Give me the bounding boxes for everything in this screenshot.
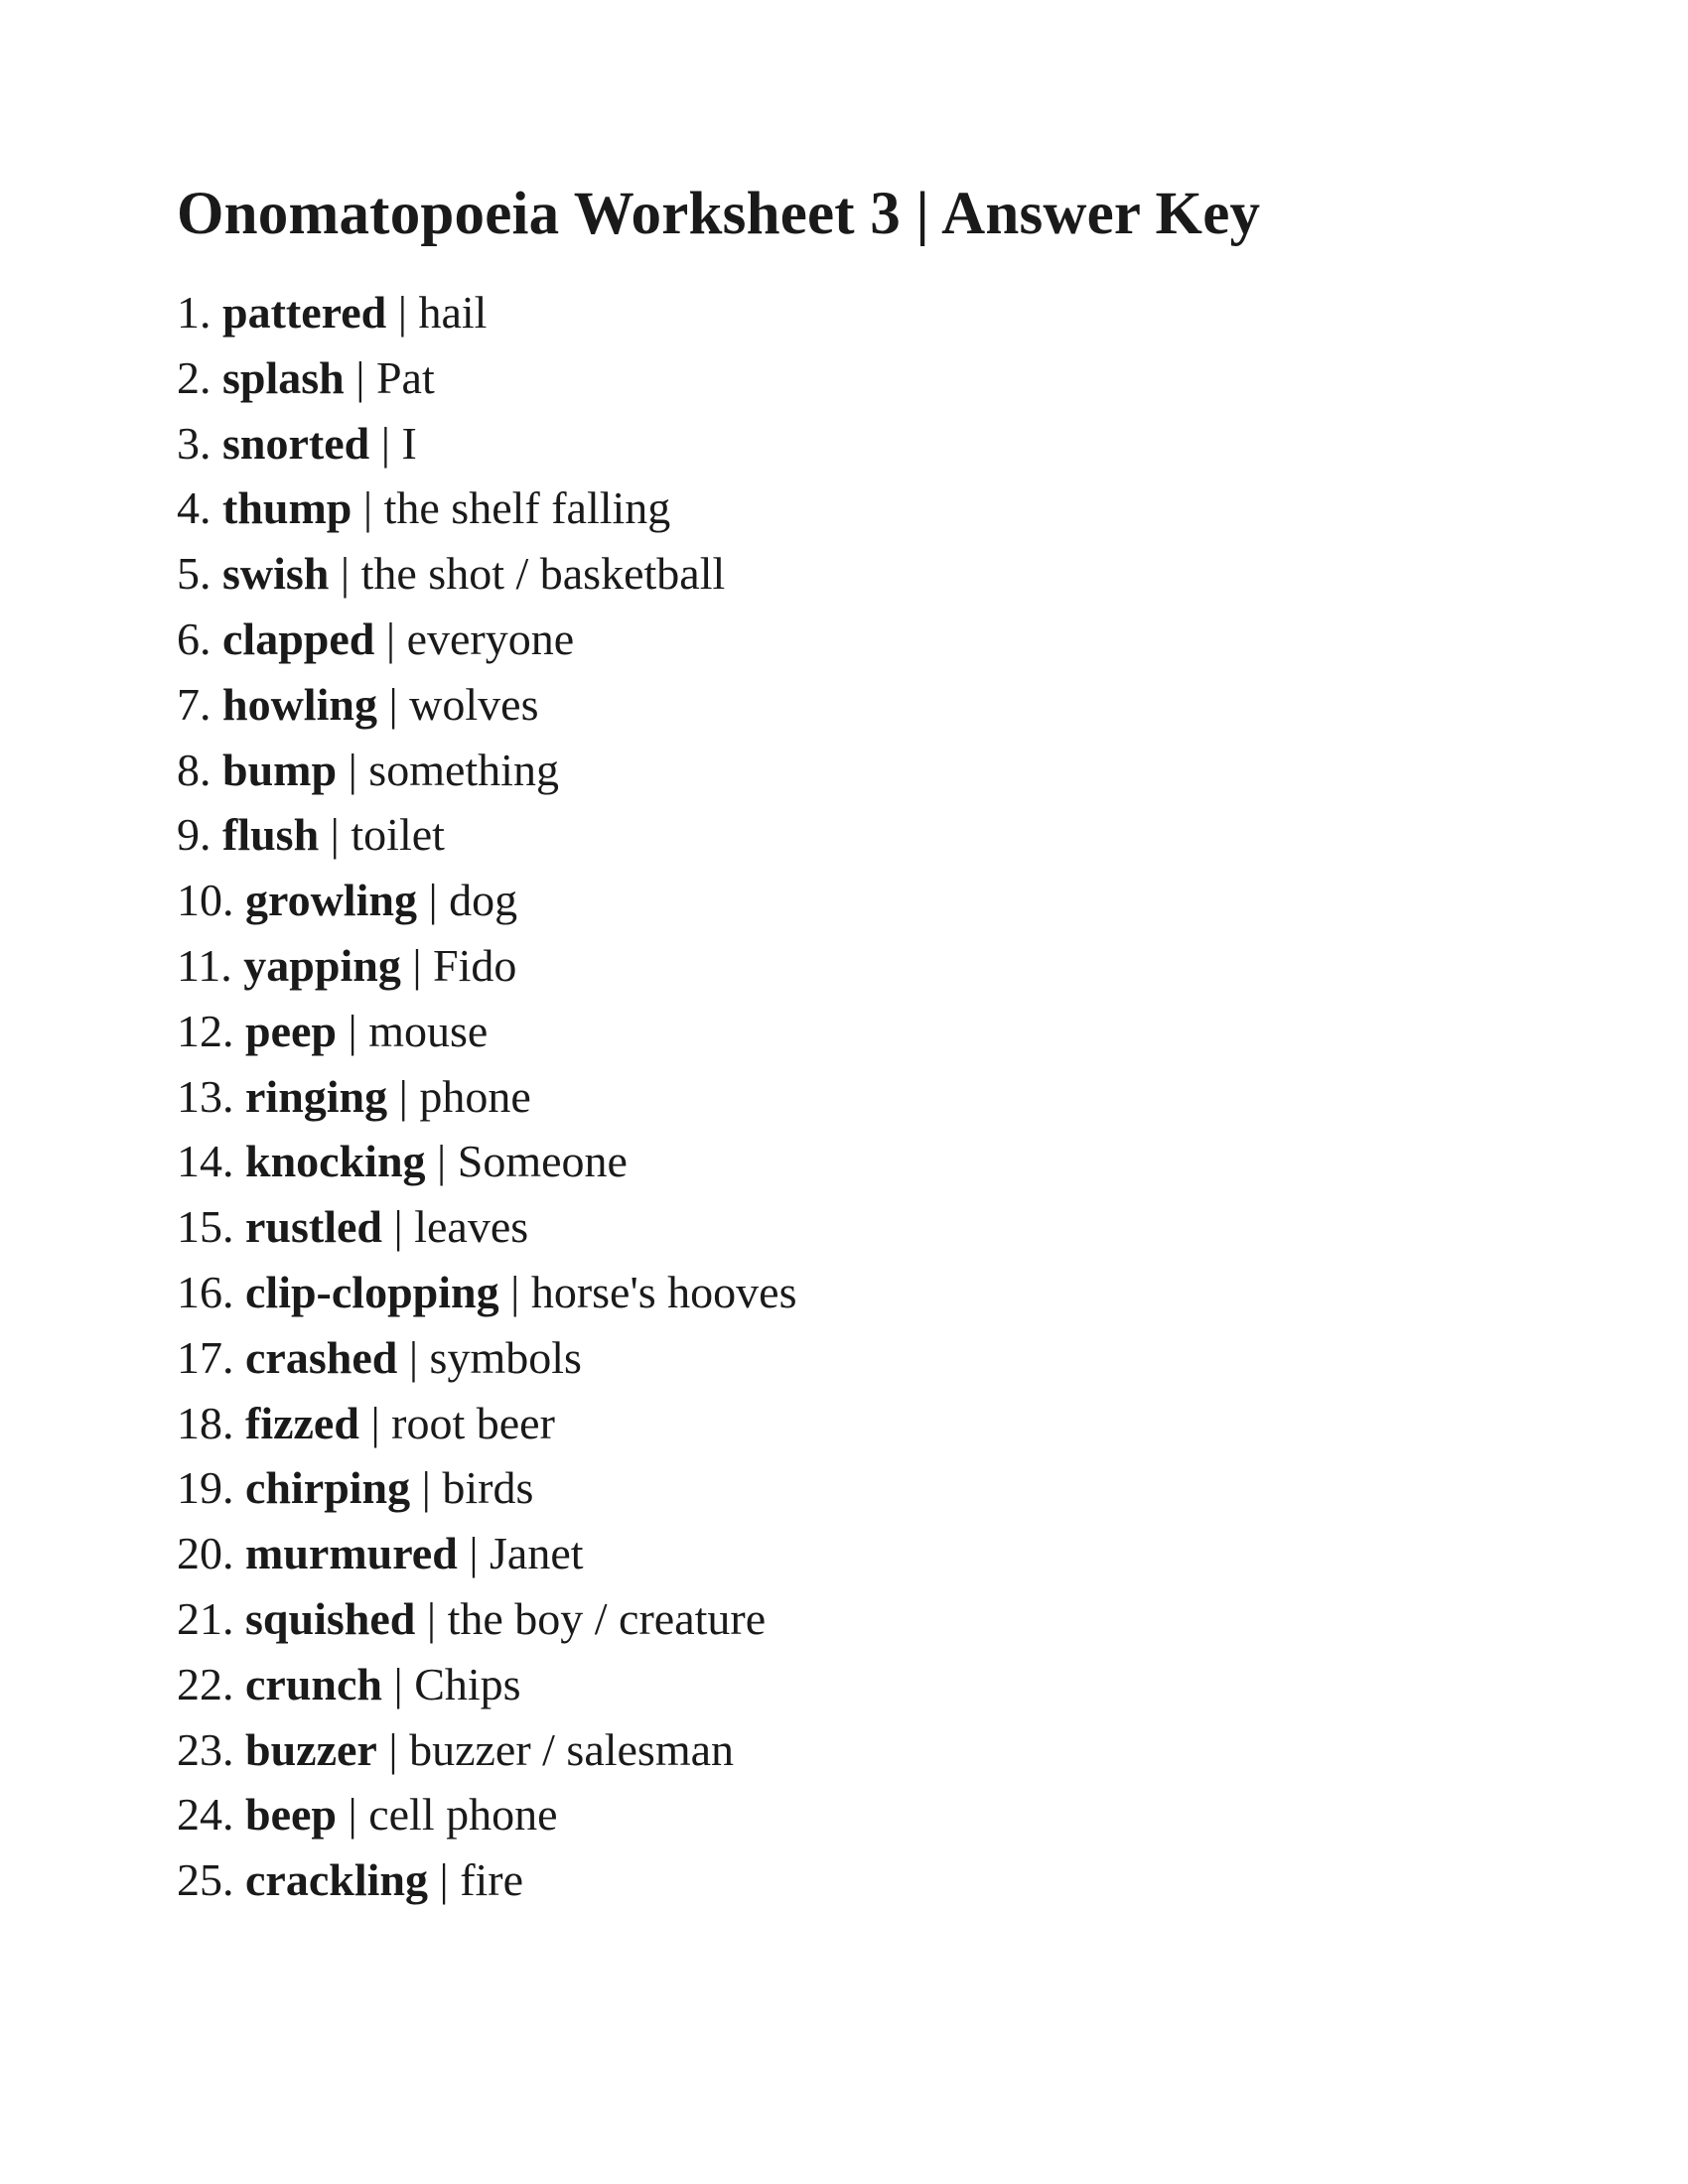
sound-source: wolves [409, 678, 539, 730]
answer-item [177, 1586, 796, 1652]
answer-number: 2. [177, 351, 211, 403]
answer-number: 10. [177, 875, 234, 926]
answer-separator: | [337, 744, 369, 795]
answer-separator: | [337, 1789, 369, 1841]
sound-source: leaves [414, 1201, 529, 1253]
onomatopoeia-word: knocking [245, 1136, 426, 1187]
answer-separator: | [416, 875, 450, 926]
answer-number: 18. [177, 1397, 234, 1448]
answer-separator: | [376, 1723, 410, 1775]
answer-separator: | [337, 1005, 369, 1056]
answer-number: 5. [177, 548, 211, 600]
answer-separator: | [319, 809, 352, 861]
onomatopoeia-word: fizzed [245, 1397, 359, 1448]
answer-separator: | [329, 548, 361, 600]
answer-separator: | [457, 1528, 491, 1579]
answer-item [177, 1717, 796, 1783]
answer-separator: | [376, 678, 410, 730]
answer-item [177, 1782, 796, 1847]
sound-source: root beer [391, 1397, 555, 1448]
onomatopoeia-word: chirping [245, 1462, 411, 1514]
answer-list [177, 280, 796, 1913]
onomatopoeia-word: snorted [222, 417, 370, 469]
answer-number: 13. [177, 1070, 234, 1122]
answer-number: 21. [177, 1592, 234, 1644]
sound-source: Chips [414, 1658, 521, 1709]
onomatopoeia-word: yapping [243, 939, 401, 991]
sound-source: fire [460, 1854, 524, 1906]
answer-separator: | [344, 351, 376, 403]
sound-source: Fido [433, 939, 517, 991]
answer-number: 9. [177, 809, 211, 861]
sound-source: the shot / basketball [360, 548, 726, 600]
sound-source: hail [418, 287, 488, 338]
answer-separator: | [410, 1462, 443, 1514]
answer-item [177, 1325, 796, 1391]
onomatopoeia-word: rustled [245, 1201, 382, 1253]
onomatopoeia-word: bump [222, 744, 338, 795]
answer-number: 6. [177, 613, 211, 664]
answer-separator: | [397, 1331, 430, 1383]
answer-separator: | [415, 1592, 448, 1644]
onomatopoeia-word: howling [222, 678, 377, 730]
answer-number: 14. [177, 1136, 234, 1187]
answer-item [177, 672, 796, 738]
sound-source: Someone [457, 1136, 628, 1187]
answer-item [177, 1194, 796, 1260]
answer-separator: | [369, 417, 402, 469]
onomatopoeia-word: clip-clopping [245, 1266, 499, 1317]
answer-item [177, 1064, 796, 1130]
answer-number: 15. [177, 1201, 234, 1253]
onomatopoeia-word: splash [222, 351, 345, 403]
answer-item [177, 802, 796, 868]
answer-item [177, 1652, 796, 1717]
sound-source: Pat [375, 351, 435, 403]
answer-item [177, 1260, 796, 1325]
answer-number: 3. [177, 417, 211, 469]
answer-separator: | [387, 1070, 420, 1122]
answer-item [177, 1847, 796, 1913]
answer-number: 24. [177, 1789, 234, 1841]
answer-number: 11. [177, 939, 232, 991]
onomatopoeia-word: peep [245, 1005, 337, 1056]
answer-number: 8. [177, 744, 211, 795]
onomatopoeia-word: pattered [222, 287, 387, 338]
answer-separator: | [400, 939, 434, 991]
answer-item [177, 476, 796, 541]
onomatopoeia-word: thump [222, 482, 352, 534]
answer-item [177, 999, 796, 1064]
answer-separator: | [358, 1397, 392, 1448]
answer-item [177, 738, 796, 803]
onomatopoeia-word: ringing [245, 1070, 388, 1122]
answer-item [177, 1521, 796, 1586]
onomatopoeia-word: buzzer [245, 1723, 377, 1775]
sound-source: birds [442, 1462, 534, 1514]
answer-item [177, 345, 796, 411]
answer-separator: | [427, 1854, 461, 1906]
answer-number: 16. [177, 1266, 234, 1317]
answer-item [177, 868, 796, 933]
answer-number: 4. [177, 482, 211, 534]
sound-source: cell phone [368, 1789, 558, 1841]
sound-source: something [368, 744, 559, 795]
sound-source: buzzer / salesman [409, 1723, 735, 1775]
onomatopoeia-word: crunch [245, 1658, 382, 1709]
sound-source: mouse [368, 1005, 489, 1056]
answer-number: 19. [177, 1462, 234, 1514]
sound-source: horse's hooves [530, 1266, 797, 1317]
onomatopoeia-word: growling [245, 875, 417, 926]
answer-number: 23. [177, 1723, 234, 1775]
answer-item [177, 280, 796, 345]
answer-item [177, 1129, 796, 1194]
answer-separator: | [425, 1136, 458, 1187]
answer-number: 25. [177, 1854, 234, 1906]
sound-source: the shelf falling [383, 482, 671, 534]
sound-source: dog [449, 875, 518, 926]
onomatopoeia-word: squished [245, 1592, 416, 1644]
sound-source: everyone [406, 613, 575, 664]
answer-number: 17. [177, 1331, 234, 1383]
sound-source: phone [419, 1070, 531, 1122]
answer-item [177, 607, 796, 672]
onomatopoeia-word: beep [245, 1789, 337, 1841]
answer-number: 1. [177, 287, 211, 338]
onomatopoeia-word: clapped [222, 613, 375, 664]
answer-separator: | [382, 1658, 415, 1709]
answer-number: 7. [177, 678, 211, 730]
answer-item [177, 1391, 796, 1456]
answer-separator: | [386, 287, 419, 338]
sound-source: symbols [429, 1331, 582, 1383]
sound-source: the boy / creature [447, 1592, 767, 1644]
sound-source: I [401, 417, 417, 469]
answer-item [177, 541, 796, 607]
onomatopoeia-word: flush [222, 809, 320, 861]
answer-number: 22. [177, 1658, 234, 1709]
onomatopoeia-word: crackling [245, 1854, 428, 1906]
answer-separator: | [382, 1201, 415, 1253]
answer-number: 20. [177, 1528, 234, 1579]
answer-separator: | [352, 482, 384, 534]
answer-separator: | [374, 613, 407, 664]
sound-source: Janet [490, 1528, 584, 1579]
page-title: Onomatopoeia Worksheet 3 | Answer Key [177, 181, 1261, 247]
onomatopoeia-word: crashed [245, 1331, 398, 1383]
answer-separator: | [498, 1266, 531, 1317]
onomatopoeia-word: swish [222, 548, 330, 600]
answer-item [177, 933, 796, 999]
answer-number: 12. [177, 1005, 234, 1056]
answer-item [177, 411, 796, 477]
answer-item [177, 1455, 796, 1521]
sound-source: toilet [351, 809, 445, 861]
onomatopoeia-word: murmured [245, 1528, 458, 1579]
